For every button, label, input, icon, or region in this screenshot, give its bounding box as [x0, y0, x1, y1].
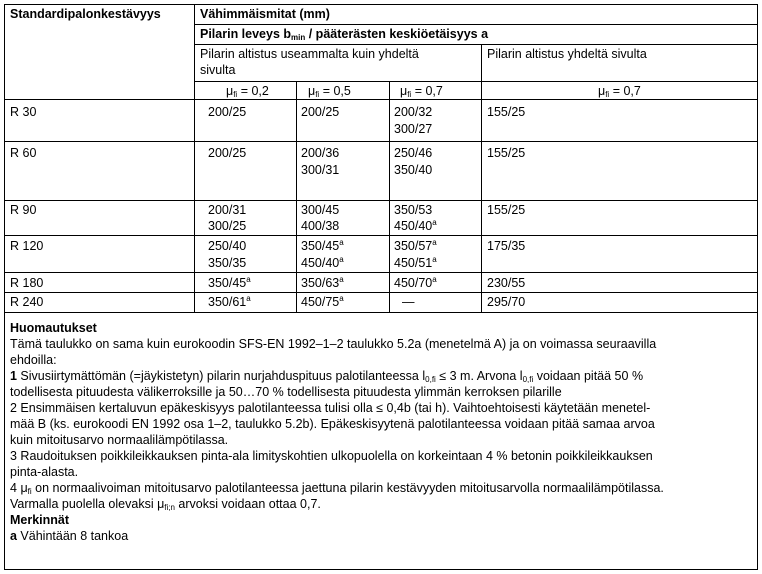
- rule-v2: [296, 81, 297, 312]
- fire-resistance-table: [4, 4, 758, 570]
- markings-title: Merkinnät: [10, 513, 70, 527]
- rule-row2: [4, 200, 758, 201]
- mu-label-3: $\mu_{fi} = 0,7$: [400, 84, 443, 99]
- table-cell: 300/25: [208, 219, 247, 233]
- note-4-line-2: Varmalla puolella olevaksi $\mu_{fi;n}$ arvoksi voidaan ottaa 0,7.: [10, 497, 321, 512]
- table-cell: 350/35: [208, 256, 247, 270]
- table-cell: 350/57$^a$: [394, 238, 437, 253]
- rule-row5: [4, 292, 758, 293]
- table-cell: 200/25: [301, 105, 340, 119]
- table-cell: 300/27: [394, 122, 433, 136]
- mu-label-1: $\mu_{fi} = 0,2$: [226, 84, 269, 99]
- rule-header-bottom: [4, 99, 758, 100]
- rule-v1: [194, 4, 195, 312]
- note-3-line-2: pinta-alasta.: [10, 465, 79, 479]
- marking-a: a Vähintään 8 tankoa: [10, 529, 129, 543]
- table-cell: 200/25: [208, 146, 247, 160]
- table-cell: 250/46: [394, 146, 433, 160]
- notes-section: [10, 320, 755, 544]
- border-left: [4, 4, 5, 570]
- header-fire-resistance: Standardipalonkestävyys: [10, 7, 161, 21]
- table-cell: 350/53: [394, 203, 433, 217]
- note-3-line-1: 3 Raudoituksen poikkileikkauksen pinta-ala limityskohtien ulkopuolella on korkeintaan 4 % betonin poikkileikkauksen: [10, 449, 653, 463]
- table-cell: 155/25: [487, 105, 526, 119]
- rule-v4: [481, 44, 482, 312]
- row-label: R 180: [10, 276, 44, 290]
- note-2-line-3: kuin mitoitusarvo normaalilämpötilassa.: [10, 433, 229, 447]
- table-cell: 400/38: [301, 219, 340, 233]
- table-cell: 350/45$^a$: [301, 238, 344, 253]
- table-cell: 230/55: [487, 276, 526, 290]
- note-1-line-2: todellisesta pituudesta välikerroksille ja 50…70 % todellisesta pituudesta ylimmän kerroksen pilarille: [10, 385, 562, 399]
- table-cell: 450/70$^a$: [394, 275, 437, 290]
- table-cell: 450/75$^a$: [301, 294, 344, 309]
- rule-row3: [4, 235, 758, 236]
- table-cell: 450/51$^a$: [394, 255, 437, 270]
- row-label: R 240: [10, 295, 44, 309]
- table-cell: 155/25: [487, 203, 526, 217]
- table-cell: 300/45: [301, 203, 340, 217]
- row-label: R 30: [10, 105, 37, 119]
- note-1-line-1: 1 Sivusiirtymättömän (=jäykistetyn) pilarin nurjahduspituus palotilanteessa $l_{0,fi} \le 3$ m. Arvona $l_{0,fi}$ voidaan pitää 50 %: [10, 369, 644, 384]
- table-cell: 175/35: [487, 239, 526, 253]
- table-cell: 350/40: [394, 163, 433, 177]
- rule-table-bottom: [4, 312, 758, 313]
- header-multi-side-exposure-1: Pilarin altistus useammalta kuin yhdeltä: [200, 47, 419, 61]
- border-bottom: [4, 569, 758, 570]
- notes-intro-1: Tämä taulukko on sama kuin eurokoodin SFS-EN 1992–1–2 taulukko 5.2a (menetelmä A) ja on voimassa seuraavilla: [10, 337, 657, 351]
- table-cell: —: [402, 295, 415, 309]
- rule-h3: [194, 81, 758, 82]
- table-cell: 450/40$^a$: [394, 218, 437, 233]
- table-cell: 155/25: [487, 146, 526, 160]
- note-2-line-1: 2 Ensimmäisen kertaluvun epäkeskisyys palotilanteessa tulisi olla ≤ 0,4b (tai h). Vaihtoehtoisesti käytetään menetel-: [10, 401, 651, 415]
- table-cell: 200/36: [301, 146, 340, 160]
- note-4-line-1: 4 $\mu_{fi}$ on normaalivoiman mitoitusarvo palotilanteessa jaettuna pilarin kestävyyden mitoitusarvolla normaalilämpötilassa.: [10, 481, 664, 496]
- table-cell: 200/25: [208, 105, 247, 119]
- table-cell: 350/61$^a$: [208, 294, 251, 309]
- header-min-dimensions: Vähimmäismitat (mm): [200, 7, 330, 21]
- border-right: [757, 4, 758, 570]
- border-top: [4, 4, 758, 5]
- header-one-side-exposure: Pilarin altistus yhdeltä sivulta: [487, 47, 647, 61]
- rule-row4: [4, 272, 758, 273]
- row-label: R 120: [10, 239, 44, 253]
- rule-h2: [194, 44, 758, 45]
- table-cell: 295/70: [487, 295, 526, 309]
- row-label: R 60: [10, 146, 37, 160]
- table-cell: 350/63$^a$: [301, 275, 344, 290]
- header-multi-side-exposure-2: sivulta: [200, 63, 236, 77]
- table-cell: 200/31: [208, 203, 247, 217]
- note-2-line-2: mää B (ks. eurokoodi EN 1992 osa 1–2, taulukko 5.2b). Epäkeskisyytenä palotilanteessa voidaan pitää samaa arvoa: [10, 417, 655, 431]
- mu-label-4: $\mu_{fi} = 0,7$: [598, 84, 641, 99]
- notes-title: Huomautukset: [10, 321, 97, 335]
- table-cell: 250/40: [208, 239, 247, 253]
- rule-row1: [4, 141, 758, 142]
- table-cell: 200/32: [394, 105, 433, 119]
- table-cell: 350/45$^a$: [208, 275, 251, 290]
- table-cell: 450/40$^a$: [301, 255, 344, 270]
- header-width-axis-distance: Pilarin leveys $b_{min}$ / pääterästen keskiöetäisyys a: [200, 27, 489, 42]
- rule-h1: [194, 24, 758, 25]
- table-cell: 300/31: [301, 163, 340, 177]
- row-label: R 90: [10, 203, 37, 217]
- mu-label-2: $\mu_{fi} = 0,5$: [308, 84, 351, 99]
- notes-intro-2: ehdoilla:: [10, 353, 57, 367]
- rule-v3: [389, 81, 390, 312]
